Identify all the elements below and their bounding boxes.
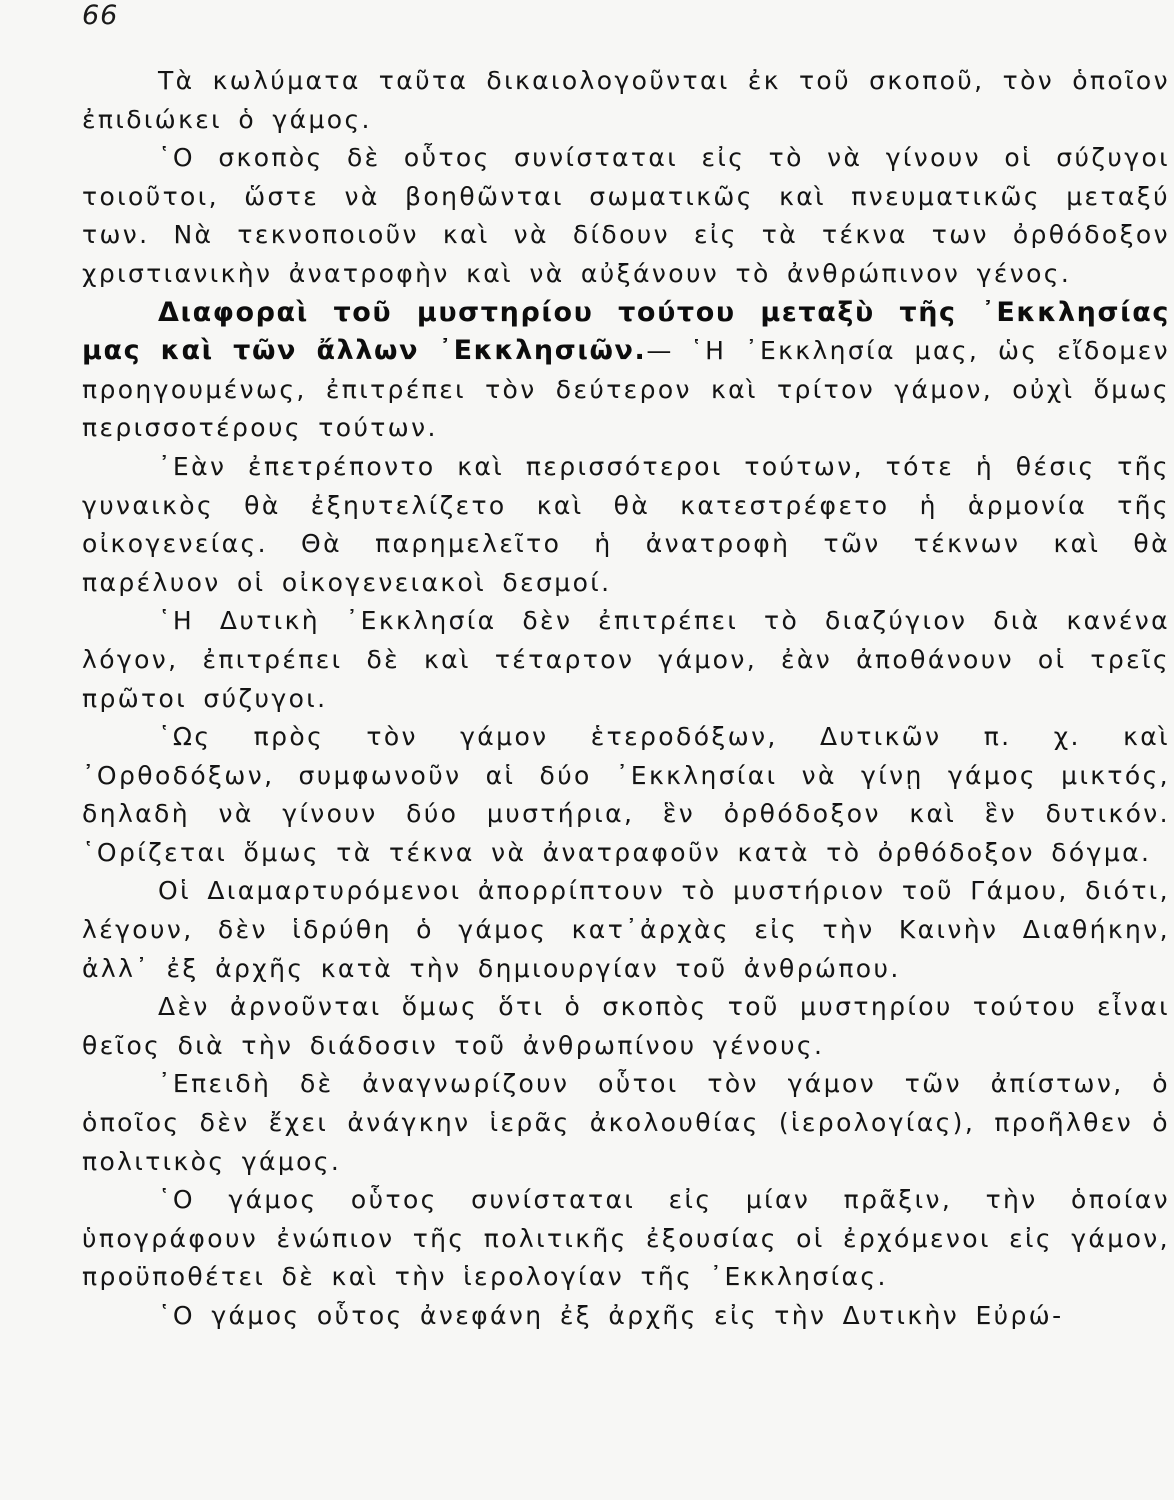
- paragraph-7: Οἱ Διαμαρτυρόμενοι ἀπορρίπτουν τὸ μυστήριον τοῦ Γάμου, διότι, λέγουν, δὲν ἱδρύθη ὁ γάμος κατ᾿ἀρχὰς εἰς τὴν Καινὴν Διαθήκην, ἀλλ᾿ ἐξ ἀρχῆς κατὰ τὴν δημιουργίαν τοῦ ἀνθρώπου.: [82, 876, 1170, 983]
- paragraph-9: ᾿Επειδὴ δὲ ἀναγνωρίζουν οὗτοι τὸν γάμον τῶν ἀπίστων, ὁ ὁποῖος δὲν ἔχει ἀνάγκην ἱερᾶς ἀκολουθίας (ἱερολογίας), προῆλθεν ὁ πολιτικὸς γάμος.: [82, 1069, 1170, 1176]
- paragraph-6: ῾Ως πρὸς τὸν γάμον ἑτεροδόξων, Δυτικῶν π. χ. καὶ ᾿Ορθοδόξων, συμφωνοῦν αἱ δύο ᾿Εκκλησίαι νὰ γίνῃ γάμος μικτός, δηλαδὴ νὰ γίνουν δύο μυστήρια, ἓν ὀρθόδοξον καὶ ἓν δυτικόν. ῾Ορίζεται ὅμως τὰ τέκνα νὰ ἀνατραφοῦν κατὰ τὸ ὀρθόδοξον δόγμα.: [82, 722, 1170, 867]
- paragraph-2: ῾Ο σκοπὸς δὲ οὗτος συνίσταται εἰς τὸ νὰ γίνουν οἱ σύζυγοι τοιοῦτοι, ὥστε νὰ βοηθῶνται σωματικῶς καὶ πνευματικῶς μεταξύ των. Νὰ τεκνοποιοῦν καὶ νὰ δίδουν εἰς τὰ τέκνα των ὀρθόδοξον χριστιανικὴν ἀνατροφὴν καὶ νὰ αὐξάνουν τὸ ἀνθρώπινον γένος.: [82, 143, 1170, 288]
- paragraph-1: Τὰ κωλύματα ταῦτα δικαιολογοῦνται ἐκ τοῦ σκοποῦ, τὸν ὁποῖον ἐπιδιώκει ὁ γάμος.: [82, 66, 1170, 134]
- paragraph-4: ᾿Εὰν ἐπετρέποντο καὶ περισσότεροι τούτων, τότε ἡ θέσις τῆς γυναικὸς θὰ ἐξηυτελίζετο καὶ θὰ κατεστρέφετο ἡ ἁρμονία τῆς οἰκογενείας. Θὰ παρημελεῖτο ἡ ἀνατροφὴ τῶν τέκνων καὶ θὰ παρέλυον οἱ οἰκογενειακοὶ δεσμοί.: [82, 451, 1170, 597]
- paragraph-3: [82, 294, 1170, 448]
- paragraph-10: ῾Ο γάμος οὗτος συνίσταται εἰς μίαν πρᾶξιν, τὴν ὁποίαν ὑπογράφουν ἐνώπιον τῆς πολιτικῆς ἐξουσίας οἱ ἐρχόμενοι εἰς γάμον, προϋποθέτει δὲ καὶ τὴν ἱερολογίαν τῆς ᾿Εκκλησίας.: [82, 1185, 1170, 1292]
- heading-dash: —: [646, 336, 672, 366]
- body-text: [82, 62, 1170, 1336]
- paragraph-3-text: ῾Η ᾿Εκκλησία μας, ὡς εἴδομεν προηγουμένως, ἐπιτρέπει τὸν δεύτερον καὶ τρίτον γάμον, οὐχὶ ὅμως περισσοτέρους τούτων.: [82, 336, 1170, 443]
- paragraph-11: ῾Ο γάμος οὗτος ἀνεφάνη ἐξ ἀρχῆς εἰς τὴν Δυτικὴν Εὐρώ-: [158, 1301, 1064, 1330]
- paragraph-5: ῾Η Δυτικὴ ᾿Εκκλησία δὲν ἐπιτρέπει τὸ διαζύγιον διὰ κανένα λόγον, ἐπιτρέπει δὲ καὶ τέταρτον γάμον, ἐὰν ἀποθάνουν οἱ τρεῖς πρῶτοι σύζυγοι.: [82, 606, 1170, 713]
- page-number: 66: [82, 0, 119, 31]
- section-heading: Διαφοραὶ τοῦ μυστηρίου τούτου μεταξὺ τῆς ᾿Εκκλησίας μας καὶ τῶν ἄλλων ᾿Εκκλησιῶν.: [82, 296, 1170, 367]
- paragraph-8: Δὲν ἀρνοῦνται ὅμως ὅτι ὁ σκοπὸς τοῦ μυστηρίου τούτου εἶναι θεῖος διὰ τὴν διάδοσιν τοῦ ἀνθρωπίνου γένους.: [82, 992, 1170, 1060]
